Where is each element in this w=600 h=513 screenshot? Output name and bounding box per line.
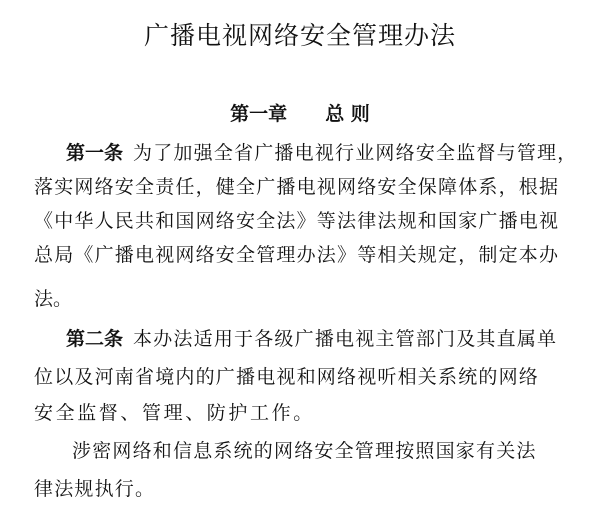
article-line — [66, 138, 594, 168]
chapter-name: 总 则 — [325, 103, 370, 125]
paragraph-line: 涉密网络和信息系统的网络安全管理按照国家有关法 — [72, 440, 537, 462]
article-number: 第二条 — [66, 328, 124, 350]
chapter-heading — [0, 100, 600, 128]
document-title: 广播电视网络安全管理办法 — [143, 21, 456, 50]
article-line: 法。 — [34, 288, 73, 310]
article-text: 本办法适用于各级广播电视主管部门及其直属单 — [133, 328, 558, 350]
article-line: 《中华人民共和国网络安全法》等法律法规和国家广播电视 — [34, 210, 560, 232]
paragraph-line: 律法规执行。 — [34, 478, 156, 500]
article-line: 总局《广播电视网络安全管理办法》等相关规定，制定本办 — [34, 244, 560, 266]
article-line: 位以及河南省境内的广播电视和网络视听相关系统的网络 — [34, 366, 540, 388]
article-line: 安全监督、管理、防护工作。 — [34, 402, 315, 424]
chapter-number: 第一章 — [230, 103, 288, 125]
article-text: 为了加强全省广播电视行业网络安全监督与管理， — [133, 142, 578, 164]
article-line — [66, 324, 594, 354]
article-line: 落实网络安全责任，健全广播电视网络安全保障体系，根据 — [34, 176, 560, 198]
article-number: 第一条 — [66, 142, 124, 164]
